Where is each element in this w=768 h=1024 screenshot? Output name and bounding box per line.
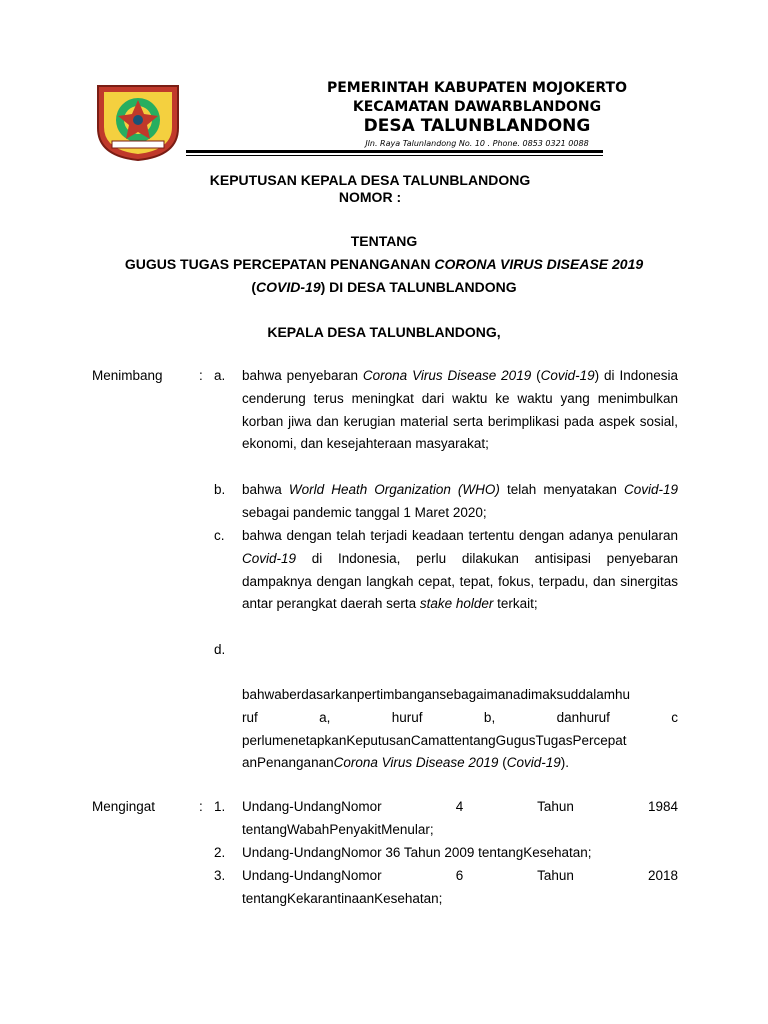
decree-title: KEPUTUSAN KEPALA DESA TALUNBLANDONG bbox=[209, 172, 531, 188]
item-marker: b. bbox=[214, 482, 226, 497]
item-text-line: ruf a, huruf b, danhuruf c bbox=[242, 709, 678, 725]
mengingat-item-3 bbox=[214, 865, 678, 911]
item-marker: 3. bbox=[214, 868, 226, 883]
letterhead-regency: PEMERINTAH KABUPATEN MOJOKERTO bbox=[326, 80, 628, 96]
decree-official: KEPALA DESA TALUNBLANDONG, bbox=[267, 324, 501, 340]
item-text-line: tentangKekarantinaanKesehatan; bbox=[242, 890, 443, 906]
letterhead-address: Jln. Raya Talunlandong No. 10 . Phone. 0853 0321 0088 bbox=[365, 139, 589, 148]
mengingat-item-2 bbox=[214, 842, 678, 865]
menimbang-item-b bbox=[214, 479, 678, 525]
letterhead-village: DESA TALUNBLANDONG bbox=[363, 116, 591, 136]
item-text-line: Undang-UndangNomor 4 Tahun 1984 bbox=[242, 799, 678, 814]
menimbang-label: Menimbang bbox=[92, 368, 163, 383]
item-text-line: tentangWabahPenyakitMenular; bbox=[242, 821, 434, 837]
menimbang-item-a bbox=[214, 365, 678, 456]
menimbang-item-d-text bbox=[214, 684, 678, 775]
item-text-line: anPenangananCorona Virus Disease 2019 (Covid-19). bbox=[242, 755, 569, 771]
decree-number: NOMOR : bbox=[338, 189, 402, 205]
decree-subject-line1: GUGUS TUGAS PERCEPATAN PENANGANAN CORONA VIRUS DISEASE 2019 bbox=[124, 256, 644, 272]
decree-tentang: TENTANG bbox=[350, 233, 418, 249]
item-marker: 2. bbox=[214, 845, 226, 860]
kabupaten-seal-logo bbox=[92, 78, 184, 162]
mengingat-item-1 bbox=[214, 796, 678, 842]
letterhead-divider-thick bbox=[186, 150, 603, 153]
item-text-line: Undang-UndangNomor 6 Tahun 2018 bbox=[242, 868, 678, 883]
item-text: bahwa World Heath Organization (WHO) telah menyatakan Covid-19 sebagai pandemic tanggal 1 Maret 2020; bbox=[242, 482, 678, 520]
menimbang-colon: : bbox=[199, 368, 203, 383]
item-text-line: Undang-UndangNomor 36 Tahun 2009 tentangKesehatan; bbox=[242, 845, 592, 860]
decree-subject-line2: (COVID-19) DI DESA TALUNBLANDONG bbox=[251, 279, 517, 295]
item-marker: d. bbox=[214, 642, 226, 657]
item-marker: a. bbox=[214, 368, 226, 383]
menimbang-item-c bbox=[214, 525, 678, 616]
mengingat-label: Mengingat bbox=[92, 799, 156, 814]
mengingat-colon: : bbox=[199, 799, 203, 814]
letterhead-district: KECAMATAN DAWARBLANDONG bbox=[352, 99, 602, 115]
item-text: bahwa penyebaran Corona Virus Disease 2019 (Covid-19) di Indonesia cenderung terus meningkat dari waktu ke waktu yang menimbulkan korban jiwa dan kerugian material serta berimplikasi pada aspek sosial, ekonomi, dan kesejahteraan masyarakat; bbox=[242, 368, 679, 452]
item-marker: c. bbox=[214, 528, 225, 543]
item-text: bahwa dengan telah terjadi keadaan tertentu dengan adanya penularan Covid-19 di Indonesia, perlu dilakukan antisipasi penyebaran dampaknya dengan langkah cepat, tepat, fokus, terpadu, dan sinergitas antar perangkat daerah serta stake holder terkait; bbox=[242, 528, 678, 612]
item-text-line: perlumenetapkanKeputusanCamattentangGugusTugasPercepat bbox=[242, 732, 627, 748]
item-marker: 1. bbox=[214, 799, 226, 814]
item-text-line: bahwaberdasarkanpertimbangansebagaimanadimaksuddalamhu bbox=[242, 687, 631, 702]
letterhead-divider-thin bbox=[186, 155, 603, 156]
